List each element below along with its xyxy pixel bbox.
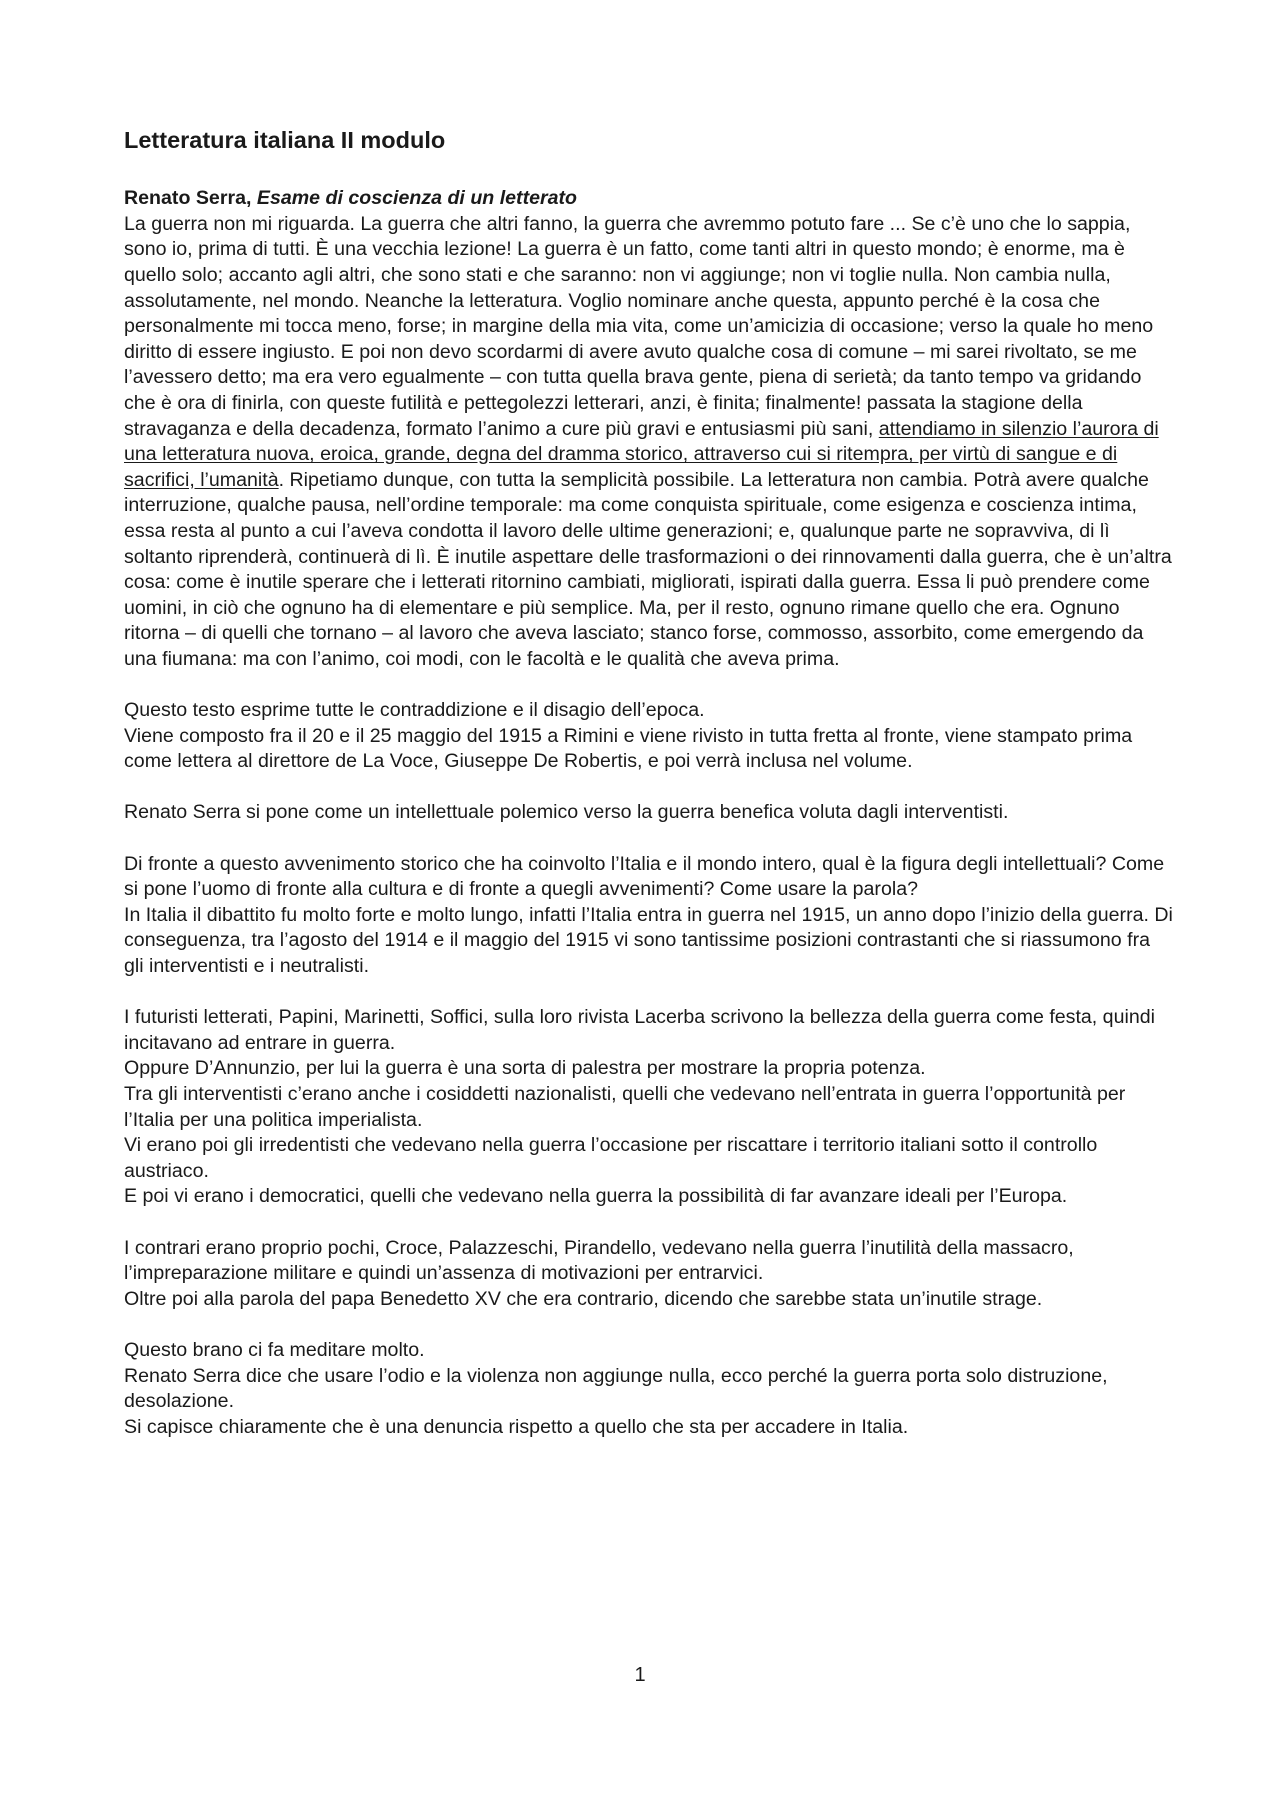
paragraph: Oltre poi alla parola del papa Benedetto XV che era contrario, dicendo che sarebbe stata un’inutile strage. <box>124 1287 1043 1310</box>
paragraph: Tra gli interventisti c’erano anche i cosiddetti nazionalisti, quelli che vedevano nell’entrata in guerra l’opportunità per l’Italia per una politica imperialista. <box>124 1082 1126 1131</box>
paragraph: Questo brano ci fa meditare molto. <box>124 1338 425 1361</box>
document-title: Letteratura italiana II modulo <box>124 127 446 153</box>
page-number: 1 <box>634 1664 646 1686</box>
paragraph: Di fronte a questo avvenimento storico che ha coinvolto l’Italia e il mondo intero, qual è la figura degli intellettuali? Come si pone l’uomo di fronte alla cultura e di fronte a quegli avvenimenti? Come usare la parola? <box>124 852 1165 901</box>
excerpt-text-part1: La guerra non mi riguarda. La guerra che altri fanno, la guerra che avremmo potuto fare ... Se c’è uno che lo sappia, sono io, prima di tutti. È una vecchia lezione! La guerra è un fatto, come tanti altri in questo mondo; è enorme, ma è quello solo; accanto agli altri, che sono stati e che saranno: non vi aggiunge; non vi toglie nulla. Non cambia nulla, assolutamente, nel mondo. Neanche la letteratura. Voglio nominare anche questa, appunto perché è la cosa che personalmente mi tocca meno, forse; in margine della mia vita, come un’amicizia di occasione; verso la quale ho meno diritto di essere ingiusto. E poi non devo scordarmi di avere avuto qualche cosa di comune – mi sarei rivoltato, se me l’avessero detto; ma era vero egualmente – con tutta quella brava gente, piena di serietà; da tanto tempo va gridando che è ora di finirla, con queste futilità e pettegolezzi letterari, anzi, è finita; finalmente! passata la stagione della stravaganza e della decadenza, formato l’animo a cure più gravi e entusiasmi più sani, <box>124 212 1154 440</box>
excerpt-underlined-passage: attendiamo in silenzio l’aurora di una letteratura nuova, eroica, grande, degna del dramma storico, attraverso cui si ritempra, per virtù di sangue e di sacrifici, l’umanità <box>124 417 1159 491</box>
paragraph: Renato Serra si pone come un intellettuale polemico verso la guerra benefica voluta dagli interventisti. <box>124 801 1009 824</box>
paragraph: I futuristi letterati, Papini, Marinetti, Soffici, sulla loro rivista Lacerba scrivono la bellezza della guerra come festa, quindi incitavano ad entrare in guerra. <box>124 1006 1155 1054</box>
excerpt-work-title: Esame di coscienza di un letterato <box>256 187 578 210</box>
excerpt-heading <box>124 187 577 209</box>
paragraph: E poi vi erano i democratici, quelli che vedevano nella guerra la possibilità di far avanzare ideali per l’Europa. <box>124 1185 1068 1208</box>
excerpt-author: Renato Serra, <box>124 187 252 210</box>
paragraph: Vi erano poi gli irredentisti che vedevano nella guerra l’occasione per riscattare i territorio italiani sotto il controllo austriaco. <box>124 1134 1098 1182</box>
paragraph: Renato Serra dice che usare l’odio e la violenza non aggiunge nulla, ecco perché la guerra porta solo distruzione, desolazione. <box>124 1364 1108 1413</box>
paragraph: Viene composto fra il 20 e il 25 maggio del 1915 a Rimini e viene rivisto in tutta fretta al fronte, viene stampato prima come lettera al direttore de La Voce, Giuseppe De Robertis, e poi verrà inclusa nel volume. <box>124 724 1133 773</box>
document-page <box>124 126 1174 1440</box>
paragraph: I contrari erano proprio pochi, Croce, Palazzeschi, Pirandello, vedevano nella guerra l’inutilità della massacro, l’impreparazione militare e quindi un’assenza di motivazioni per entrarvici. <box>124 1236 1074 1285</box>
paragraph: Oppure D’Annunzio, per lui la guerra è una sorta di palestra per mostrare la propria potenza. <box>124 1057 926 1080</box>
excerpt-text-part2: . Ripetiamo dunque, con tutta la semplicità possibile. La letteratura non cambia. Potrà avere qualche interruzione, qualche pausa, nell’ordine temporale: ma come conquista spirituale, come esigenza e coscienza intima, essa resta al punto a cui l’aveva condotta il lavoro delle ultime generazioni; e, qualunque parte ne sopravviva, di lì soltanto riprenderà, continuerà di lì. È inutile aspettare delle trasformazioni o dei rinnovamenti dalla guerra, che è un’altra cosa: come è inutile sperare che i letterati ritornino cambiati, migliorati, ispirati dalla guerra. Essa li può prendere come uomini, in ciò che ognuno ha di elementare e più semplice. Ma, per il resto, ognuno rimane quello che era. Ognuno ritorna – di quelli che tornano – al lavoro che aveva lasciato; stanco forse, commosso, assorbito, come emergendo da una fiumana: ma con l’animo, coi modi, con le facoltà e le qualità che aveva prima. <box>124 468 1172 670</box>
paragraph: Si capisce chiaramente che è una denuncia rispetto a quello che sta per accadere in Italia. <box>124 1415 909 1438</box>
paragraph: Questo testo esprime tutte le contraddizione e il disagio dell’epoca. <box>124 699 705 722</box>
excerpt-block <box>124 186 1174 672</box>
paragraph: In Italia il dibattito fu molto forte e molto lungo, infatti l’Italia entra in guerra nel 1915, un anno dopo l’inizio della guerra. Di conseguenza, tra l’agosto del 1914 e il maggio del 1915 vi sono tantissime posizioni contrastanti che si riassumono fra gli interventisti e i neutralisti. <box>124 903 1173 977</box>
